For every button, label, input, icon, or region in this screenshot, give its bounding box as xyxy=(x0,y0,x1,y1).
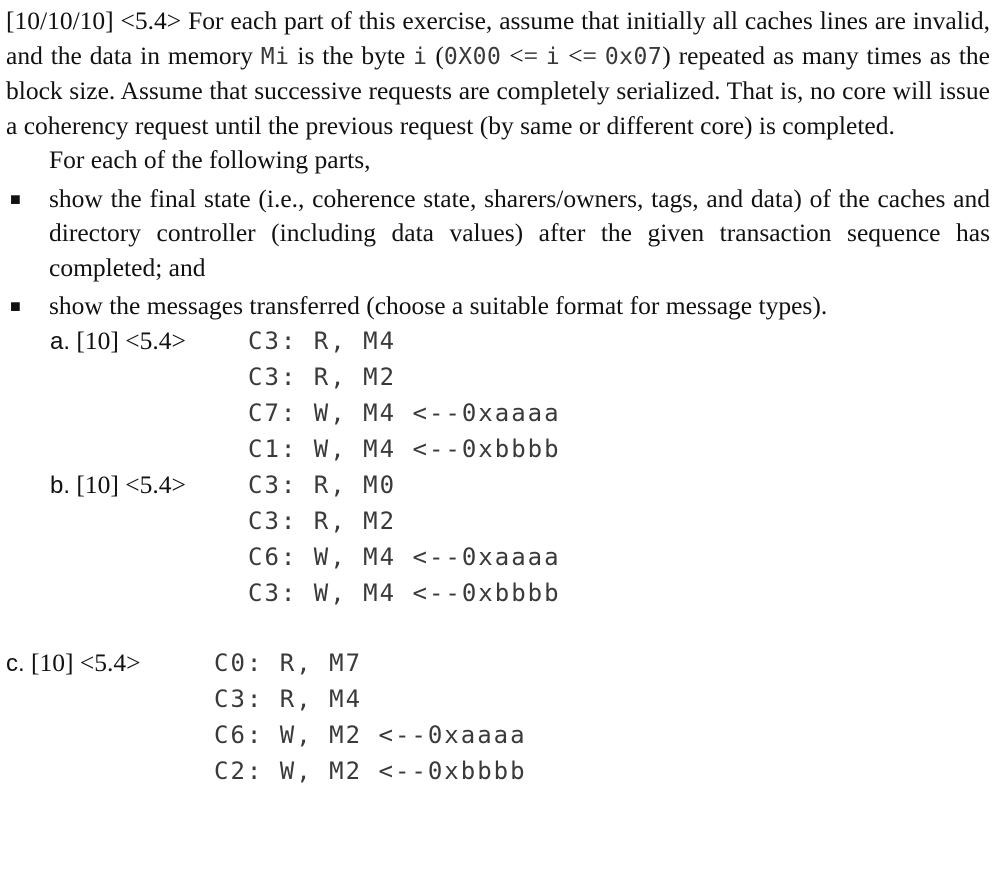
part-c-line-2: C3: R, M4 xyxy=(214,684,363,713)
part-c-letter: c. xyxy=(6,649,25,677)
exercise-label: [10/10/10] <5.4> xyxy=(6,6,182,35)
part-c-line-3: C6: W, M2 <--0xaaaa xyxy=(214,720,527,749)
part-b-line-2: C3: R, M2 xyxy=(248,506,397,535)
part-b-head: [10] <5.4> xyxy=(70,469,186,499)
range-high: 0x07 xyxy=(604,43,663,70)
bullet-text-messages: show the messages transferred (choose a suitable format for message types). xyxy=(49,291,828,320)
range-open: ( xyxy=(427,40,444,70)
part-c xyxy=(6,646,990,790)
part-c-head: [10] <5.4> xyxy=(24,647,141,677)
part-a-line-4: C1: W, M4 <--0xbbbb xyxy=(248,434,561,463)
part-b-letter: b. xyxy=(50,471,71,499)
part-b-line-3: C6: W, M4 <--0xaaaa xyxy=(248,542,561,571)
part-c-line-1: C0: R, M7 xyxy=(214,648,363,677)
intro-paragraph xyxy=(6,4,990,143)
bullet-text-final-state: show the final state (i.e., coherence state, sharers/owners, tags, and data) of the caches and directory controller (including data values) after the given transaction sequence has completed; and xyxy=(49,183,990,282)
square-bullet-icon: ■ xyxy=(10,188,21,209)
intro-text-2: is the byte xyxy=(289,40,414,70)
part-a-line-1: C3: R, M4 xyxy=(248,326,397,355)
exercise-page xyxy=(6,4,990,790)
lead-in-text: For each of the following parts, xyxy=(49,145,371,174)
range-op-1: <= xyxy=(501,40,546,70)
range-op-2: <= xyxy=(560,40,605,70)
part-c-line-4: C2: W, M2 <--0xbbbb xyxy=(214,756,527,785)
part-a-letter: a. xyxy=(50,327,71,355)
part-a-line-2: C3: R, M2 xyxy=(248,362,397,391)
part-a-head: [10] <5.4> xyxy=(70,325,186,355)
bullet-item-final-state xyxy=(6,182,990,286)
part-a-line-3: C7: W, M4 <--0xaaaa xyxy=(248,398,561,427)
memory-var-mi: Mi xyxy=(260,43,290,70)
range-var-i: i xyxy=(545,43,561,70)
part-a xyxy=(50,324,990,468)
range-low: 0X00 xyxy=(443,43,502,70)
square-bullet-icon: ■ xyxy=(10,296,21,316)
part-b-line-1: C3: R, M0 xyxy=(248,470,397,499)
part-b xyxy=(50,468,990,612)
intro-text-1: For each part of this exercise, assume that initially all caches lines are invalid, and the data in memory xyxy=(6,6,990,70)
bullet-item-messages xyxy=(6,289,990,324)
part-b-line-4: C3: W, M4 <--0xbbbb xyxy=(248,578,561,607)
byte-var-i: i xyxy=(413,43,428,70)
intro-text-3: ) repeated as many times as the block size. Assume that successive requests are completely serialized. That is, no core will issue a coherency request until the previous request (by same or different core) is completed. xyxy=(6,40,990,140)
